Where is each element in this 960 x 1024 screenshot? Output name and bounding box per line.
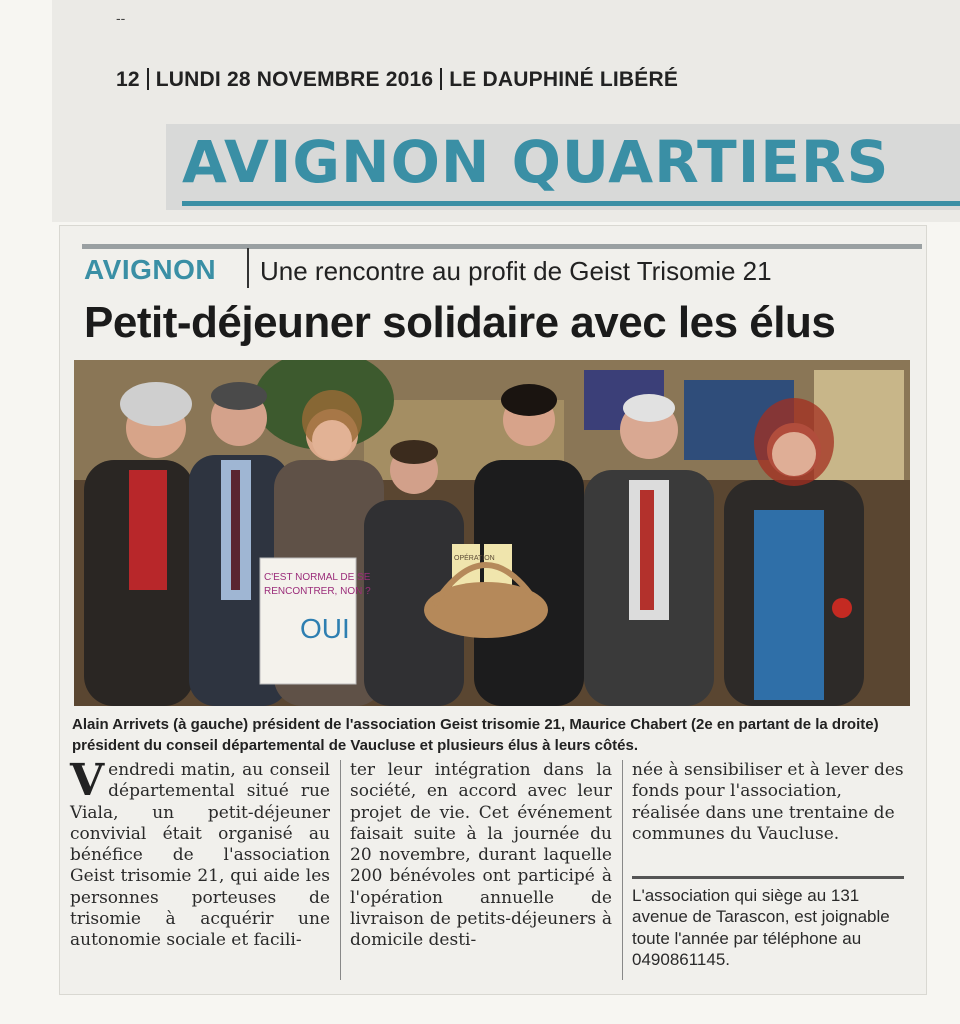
corner-mark: --	[116, 10, 126, 26]
publication-name: LE DAUPHINÉ LIBÉRÉ	[449, 68, 679, 91]
article-clipping	[60, 226, 926, 994]
photo-illustration	[74, 360, 910, 706]
section-title: AVIGNON QUARTIERS	[182, 128, 890, 196]
body-column-1	[70, 755, 330, 952]
body-column-2: ter leur intégration dans la société, en accord avec leur projet de vie. Cet événement faisait suite à la journée du 20 novembre, durant laquelle 200 bénévoles ont participé à l'opération annuelle de livraison de petits-déjeuners à domicile desti-	[350, 760, 612, 951]
photo-box-text: OPÉRATION	[454, 555, 495, 562]
body-column-1-text: endredi matin, au conseil départemental situé rue Viala, un petit-déjeuner convivial était organisé au bénéfice de l'association Geist trisomie 21, qui aide les personnes porteuses de trisomie à acquérir une autonomie sociale et facili-	[70, 760, 330, 951]
article-subhead: Une rencontre au profit de Geist Trisomie 21	[260, 256, 772, 286]
article-headline: Petit-déjeuner solidaire avec les élus	[84, 298, 836, 347]
dateline-separator	[147, 68, 149, 90]
photo-sign-text-2: RENCONTRER, NON ?	[264, 586, 371, 597]
article-kicker: AVIGNON	[84, 254, 217, 285]
column-rule	[340, 760, 341, 980]
drop-cap: V	[70, 755, 105, 806]
section-rule	[182, 201, 960, 206]
kicker-separator	[247, 248, 249, 288]
page-number: 12	[116, 68, 140, 91]
photo-sign-text: C'EST NORMAL DE SE	[264, 572, 371, 583]
article-photo	[74, 360, 910, 706]
dateline-separator	[440, 68, 442, 90]
column-rule	[622, 760, 623, 980]
body-column-3: née à sensibiliser et à lever des fonds pour l'association, réalisée dans une trentaine de communes du Vaucluse.	[632, 760, 904, 844]
dateline	[116, 68, 678, 92]
issue-date: LUNDI 28 NOVEMBRE 2016	[155, 68, 434, 91]
contact-info-box: L'association qui siège au 131 avenue de Tarascon, est joignable toute l'année par téléphone au 0490861145.	[632, 876, 904, 970]
photo-sign-logo: OUI	[300, 613, 350, 644]
photo-caption: Alain Arrivets (à gauche) président de l'association Geist trisomie 21, Maurice Chabert (2e en partant de la droite) président du conseil départemental de Vaucluse et plusieurs élus à leurs côtés.	[72, 716, 879, 754]
article-top-rule	[82, 244, 922, 249]
